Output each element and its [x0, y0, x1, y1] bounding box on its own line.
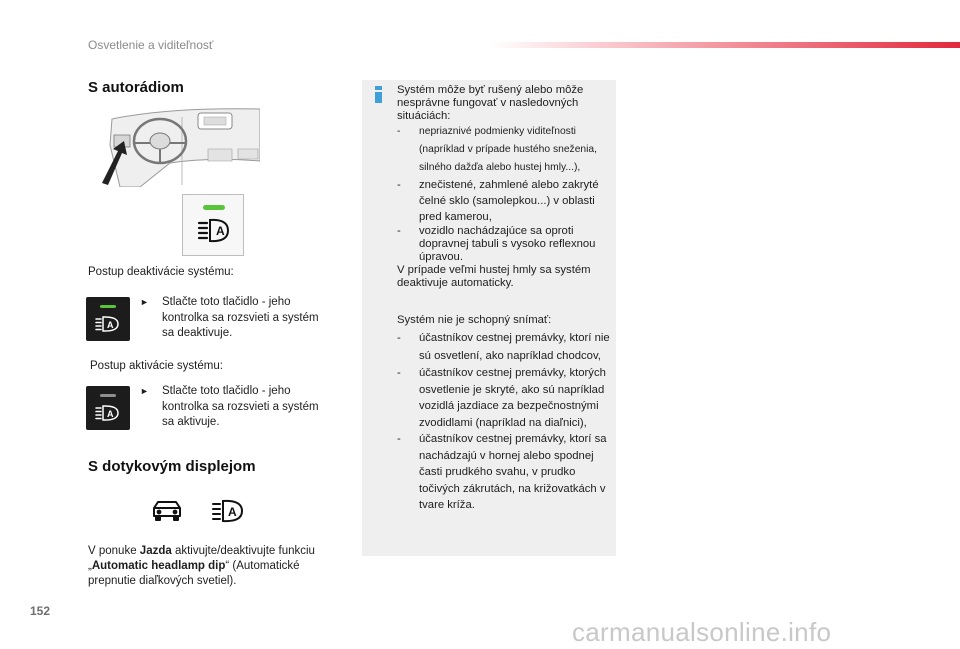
info-limitations	[397, 84, 611, 290]
deactivation-label: Postup deaktivácie systému:	[88, 266, 234, 278]
watermark: carmanualsonline.info	[572, 617, 832, 647]
info-item: - účastníkov cestnej premávky, ktorí sa nachádzajú v hornej alebo spodnej časti prudkého svahu, v prudko točivých zákrutách, na križovatkách v tvare kríža.	[397, 433, 607, 511]
heading-radio: S autorádiom	[88, 79, 184, 96]
auto-headlamp-icon	[86, 386, 130, 430]
headlamp-button-illustration	[182, 194, 244, 256]
svg-text:A: A	[228, 505, 237, 519]
header-accent-bar	[490, 42, 960, 48]
info-icon	[374, 86, 383, 103]
info-item: - znečistené, zahmlené alebo zakryté čelné sklo (samolepkou...) v oblasti pred kamerou,	[397, 179, 599, 223]
menu-name: Jazda	[139, 545, 172, 557]
svg-text:A: A	[107, 409, 114, 419]
info-intro: Systém môže byť rušený alebo môže nesprávne fungovať v nasledovných situáciách:	[397, 84, 584, 122]
auto-headlamp-icon	[213, 501, 242, 521]
auto-headlamp-icon	[183, 195, 245, 257]
headlamp-button-activate	[86, 386, 130, 430]
activation-label: Postup aktivácie systému:	[90, 360, 223, 372]
page-number: 152	[30, 604, 51, 618]
info-cannot-detect: Systém nie je schopný snímať:	[397, 314, 552, 326]
touchscreen-instruction: V ponuke Jazda aktivujte/deaktivujte funkciu „Automatic headlamp dip“ (Automatické prepnutie diaľkových svetiel).	[88, 545, 315, 587]
step-arrow-icon: ►	[140, 297, 149, 307]
activation-step: ► Stlačte toto tlačidlo - jeho kontrolka sa rozsvieti a systém sa aktivuje.	[140, 385, 319, 428]
car-icon	[154, 502, 180, 520]
step-arrow-icon: ►	[140, 386, 149, 396]
dashboard-illustration	[100, 105, 260, 187]
info-fog-note: V prípade veľmi hustej hmly sa systém deaktivuje automaticky.	[397, 264, 591, 289]
function-name: Automatic headlamp dip	[91, 560, 226, 572]
svg-text:A: A	[216, 224, 225, 238]
info-item: - účastníkov cestnej premávky, ktorí nie sú osvetlení, ako napríklad chodcov,	[397, 332, 610, 362]
header-section-title: Osvetlenie a viditeľnosť	[88, 38, 214, 52]
auto-headlamp-icon	[86, 297, 130, 341]
deactivation-step: ► Stlačte toto tlačidlo - jeho kontrolka sa rozsvieti a systém sa deaktivuje.	[140, 296, 319, 339]
touchscreen-icons	[150, 494, 250, 526]
info-item: - nepriaznivé podmienky viditeľnosti (napríklad v prípade hustého sneženia, silného dažďa alebo hustej hmly...),	[397, 126, 598, 173]
heading-touchscreen: S dotykovým displejom	[88, 458, 256, 475]
headlamp-button-deactivate	[86, 297, 130, 341]
info-item: - účastníkov cestnej premávky, ktorých osvetlenie je skryté, ako sú napríklad vozidlá jazdiace za bezpečnostnými zvodidlami (napríklad na diaľnici),	[397, 367, 606, 429]
info-item: - vozidlo nachádzajúce sa oproti dopravnej tabuli s vysoko reflexnou úpravou.	[397, 225, 596, 263]
svg-text:A: A	[107, 320, 114, 330]
info-detection	[397, 314, 611, 514]
